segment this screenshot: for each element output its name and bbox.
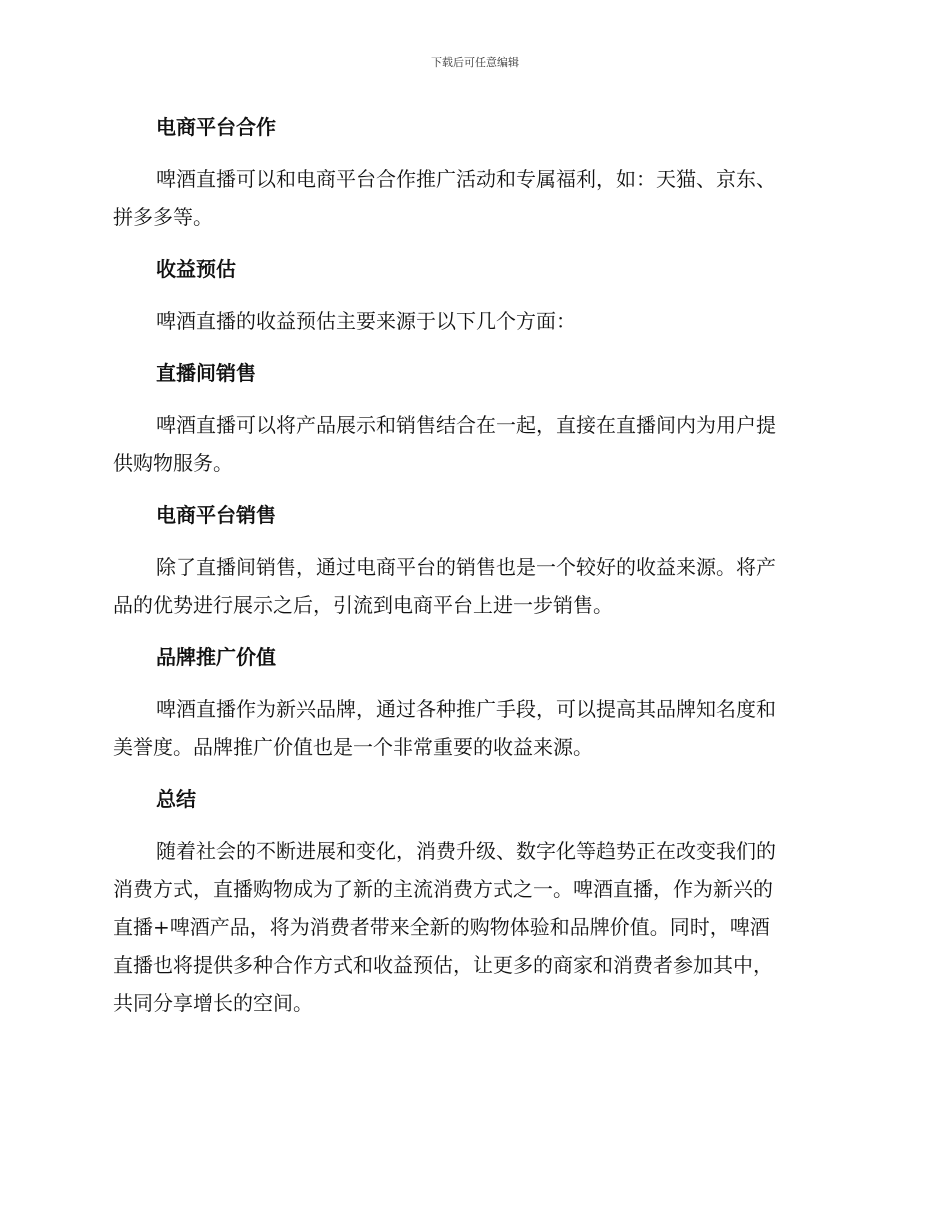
paragraph-live-room-sales — [113, 406, 831, 482]
paragraph-revenue-estimate — [113, 302, 831, 340]
section-heading-revenue-estimate: 收益预估 — [156, 257, 236, 281]
text-line: 啤酒直播作为新兴品牌，通过各种推广手段，可以提高其品牌知名度和 — [156, 697, 776, 721]
text-line: 美誉度。品牌推广价值也是一个非常重要的收益来源。 — [113, 735, 593, 759]
text-line: 消费方式，直播购物成为了新的主流消费方式之一。啤酒直播，作为新兴的 — [113, 877, 773, 901]
text-line: 供购物服务。 — [113, 451, 233, 475]
text-line: 直播也将提供多种合作方式和收益预估，让更多的商家和消费者参加其中， — [113, 953, 773, 977]
text-line: 啤酒直播的收益预估主要来源于以下几个方面： — [156, 309, 576, 333]
text-line: 直播+啤酒产品，将为消费者带来全新的购物体验和品牌价值。同时，啤酒 — [113, 915, 770, 939]
document-body — [113, 108, 831, 1036]
paragraph-brand-value — [113, 690, 831, 766]
paragraph-ecommerce-sales — [113, 548, 831, 624]
text-line: 啤酒直播可以将产品展示和销售结合在一起，直接在直播间内为用户提 — [156, 413, 776, 437]
text-line: 啤酒直播可以和电商平台合作推广活动和专属福利，如：天猫、京东、 — [156, 167, 776, 191]
section-heading-ecommerce-cooperation: 电商平台合作 — [156, 115, 276, 139]
section-heading-summary: 总结 — [156, 787, 196, 811]
section-heading-ecommerce-sales: 电商平台销售 — [156, 503, 276, 527]
text-line: 共同分享增长的空间。 — [113, 991, 313, 1015]
text-line: 品的优势进行展示之后，引流到电商平台上进一步销售。 — [113, 593, 613, 617]
paragraph-summary — [113, 832, 831, 1022]
section-heading-brand-value: 品牌推广价值 — [156, 645, 276, 669]
paragraph-ecommerce-cooperation — [113, 160, 831, 236]
text-line: 随着社会的不断进展和变化，消费升级、数字化等趋势正在改变我们的 — [156, 839, 776, 863]
text-line: 除了直播间销售，通过电商平台的销售也是一个较好的收益来源。将产 — [156, 555, 776, 579]
text-line: 拼多多等。 — [113, 205, 213, 229]
section-heading-live-room-sales: 直播间销售 — [156, 361, 256, 385]
page-header: 下载后可任意编辑 — [431, 56, 519, 69]
